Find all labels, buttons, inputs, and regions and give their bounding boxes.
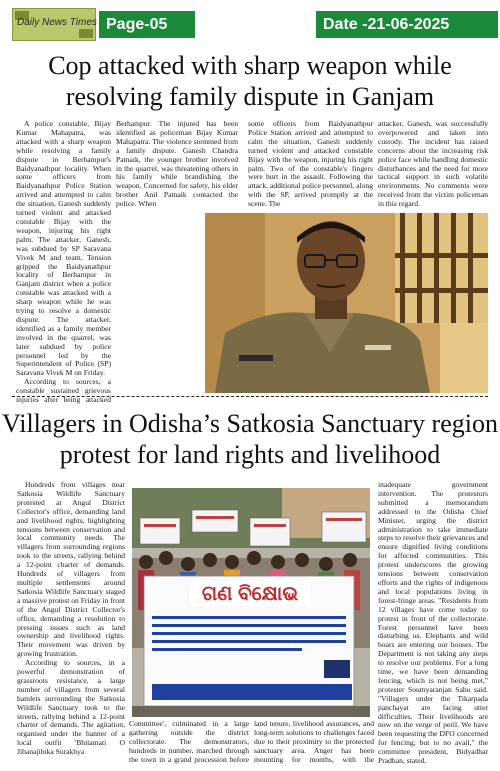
- protest-photo: [132, 488, 370, 717]
- article1-headline: Cop attacked with sharp weapon while resolving family dispute in Ganjam: [48, 51, 452, 111]
- article2-headline: Villagers in Odisha’s Satkosia Sanctuary region protest for land rights and livelihood: [2, 409, 498, 469]
- article2-paragraph: Hundreds from villages near Satkosia Wildlife Sanctuary protested at Angul District Collector's office, demanding land and livelihood rights, highlighting tensions between conservation and local community needs. The villagers from surrounding regions took to the streets, rallying behind a 12-point charter of demands. Hundreds of villagers from multiple settlements around Satkosia Wildlife Sanctuary staged a massive protest on Friday in front of the Angul District Collector's office, demanding a resolution to pressing issues such as land ownership and livelihood rights. Their movement was driven by growing frustration.: [17, 481, 125, 659]
- article2-paragraph: land tenure, livelihood assurances, and long-term solutions to challenges faced due to their proximity to the protected sanctuary area. Anger has been mounting for months, with the: [254, 720, 374, 764]
- article1-column-1: [16, 120, 111, 404]
- date-tag: Date -21-06-2025: [316, 11, 498, 38]
- policeman-photo: [205, 213, 488, 393]
- section-divider: [12, 396, 488, 397]
- article2-paragraph: According to sources, in a powerful demonstration of grassroots resistance, a large number of villagers from several hamlets surrounding the Satkosia Wildlife Sanctuary took to the streets, rallying behind a 12-point charter of demands. The agitation, organised under the banner of a local outfit 'Bhitamati O Jibanajibika Surakhya: [17, 658, 125, 757]
- article1-paragraph: According to sources, a constable sustained grievous injuries after being attacked: [16, 377, 111, 404]
- article1-paragraph: A police constable, Bijay Kumar Mahapatra, was attacked with a sharp weapon while resolving a family dispute in Berhampur's Baidyanathpur locality. When some officers from Baidyanathpur Police Station arrived and attempted to calm the situation, Ganesh suddenly turned violent and attacked constable Bijay with the weapon, injuring his right palm. The attacker, Ganesh, was subdued by SP Saravana Vivek M and team. Tension gripped the Baidyanathpur locality of Berhampur in Ganjam district when a police constable was attacked with a sharp weapon while he was trying to resolve a domestic dispute. The attacker, identified as a family member involved in the quarrel, was later subdued by police personnel led by the Superintendent of Police (SP) Saravana Vivek M on Friday.: [16, 120, 111, 378]
- article2-column-4: [378, 481, 488, 765]
- page-number-tag: Page-05: [99, 11, 195, 38]
- banner-title: ଗଣ ବିକ୍ଷୋଭ: [201, 583, 299, 605]
- article1-paragraph: some officers from Baidyanathpur Police Station arrived and attempted to calm the situation, Ganesh suddenly turned violent and attacked constable Bijay with the weapon, injuring his right palm. Two of the constable's fingers were hurt in the assault. Following the attack, additional police personnel, along with the SP, arrived promptly at the scene. The: [248, 120, 373, 209]
- newspaper-logo: [12, 8, 96, 41]
- article1-paragraph: attacker, Ganesh, was successfully overpowered and taken into custody. The incident has raised concerns about the increasing risk police face while handling domestic disturbances and the need for more tactical support in such volatile environments. No comments were received from the victim policeman in this regard.: [378, 120, 488, 209]
- page-header: [0, 0, 500, 46]
- article2-paragraph: inadequate government intervention. The protestors submitted a memorandum addressed to the Odisha Chief Minister, urging the district administration to take immediate steps to resolve their grievances and ensure dignified living conditions for affected communities. This protest underscores the growing tensions between conservation efforts and the rights of indigenous and local populations living in forest-fringe areas. "Residents from 12 villages have come today to protest in front of the collectorate. Forest personnel have been disturbing us. Elephants and wild boars are entering our houses. The Department is not taking any steps to resolve our problems. For a long time, we have been demanding fencing, which is not being met," protester Soumyaranjan Sahu said. "Villagers under the Tikarpada panchayat are facing utter difficulties. Their livelihoods are now on the verge of peril. We have been requesting the DFO concerned for fencing, but to no avail," the committee president, Bidyadhar Pradhan, stated.: [378, 481, 488, 765]
- article2-column-2: [129, 720, 249, 764]
- article2-column-1: [17, 481, 125, 763]
- article1-column-2: [116, 120, 238, 210]
- article2-column-3: [254, 720, 374, 764]
- article1-column-4: [378, 120, 488, 210]
- logo-text: Daily News Times: [17, 17, 97, 28]
- article1-paragraph: Berhampur. The injured has been identified as policeman Bijay Kumar Mahapatra. The violence stemmed from a family dispute. Ganesh Chandra Patnaik, the younger brother involved in the quarrel, was threatening others in his family while brandishing the weapon. Concerned for safety, his elder brother Anil Patnaik contacted the police. When: [116, 120, 238, 209]
- article2-paragraph: Committee', culminated in a large gathering outside the district collectorate. The demonstrators, hundreds in number, marched through the town in a grand procession before: [129, 720, 249, 764]
- article1-column-3: [248, 120, 373, 210]
